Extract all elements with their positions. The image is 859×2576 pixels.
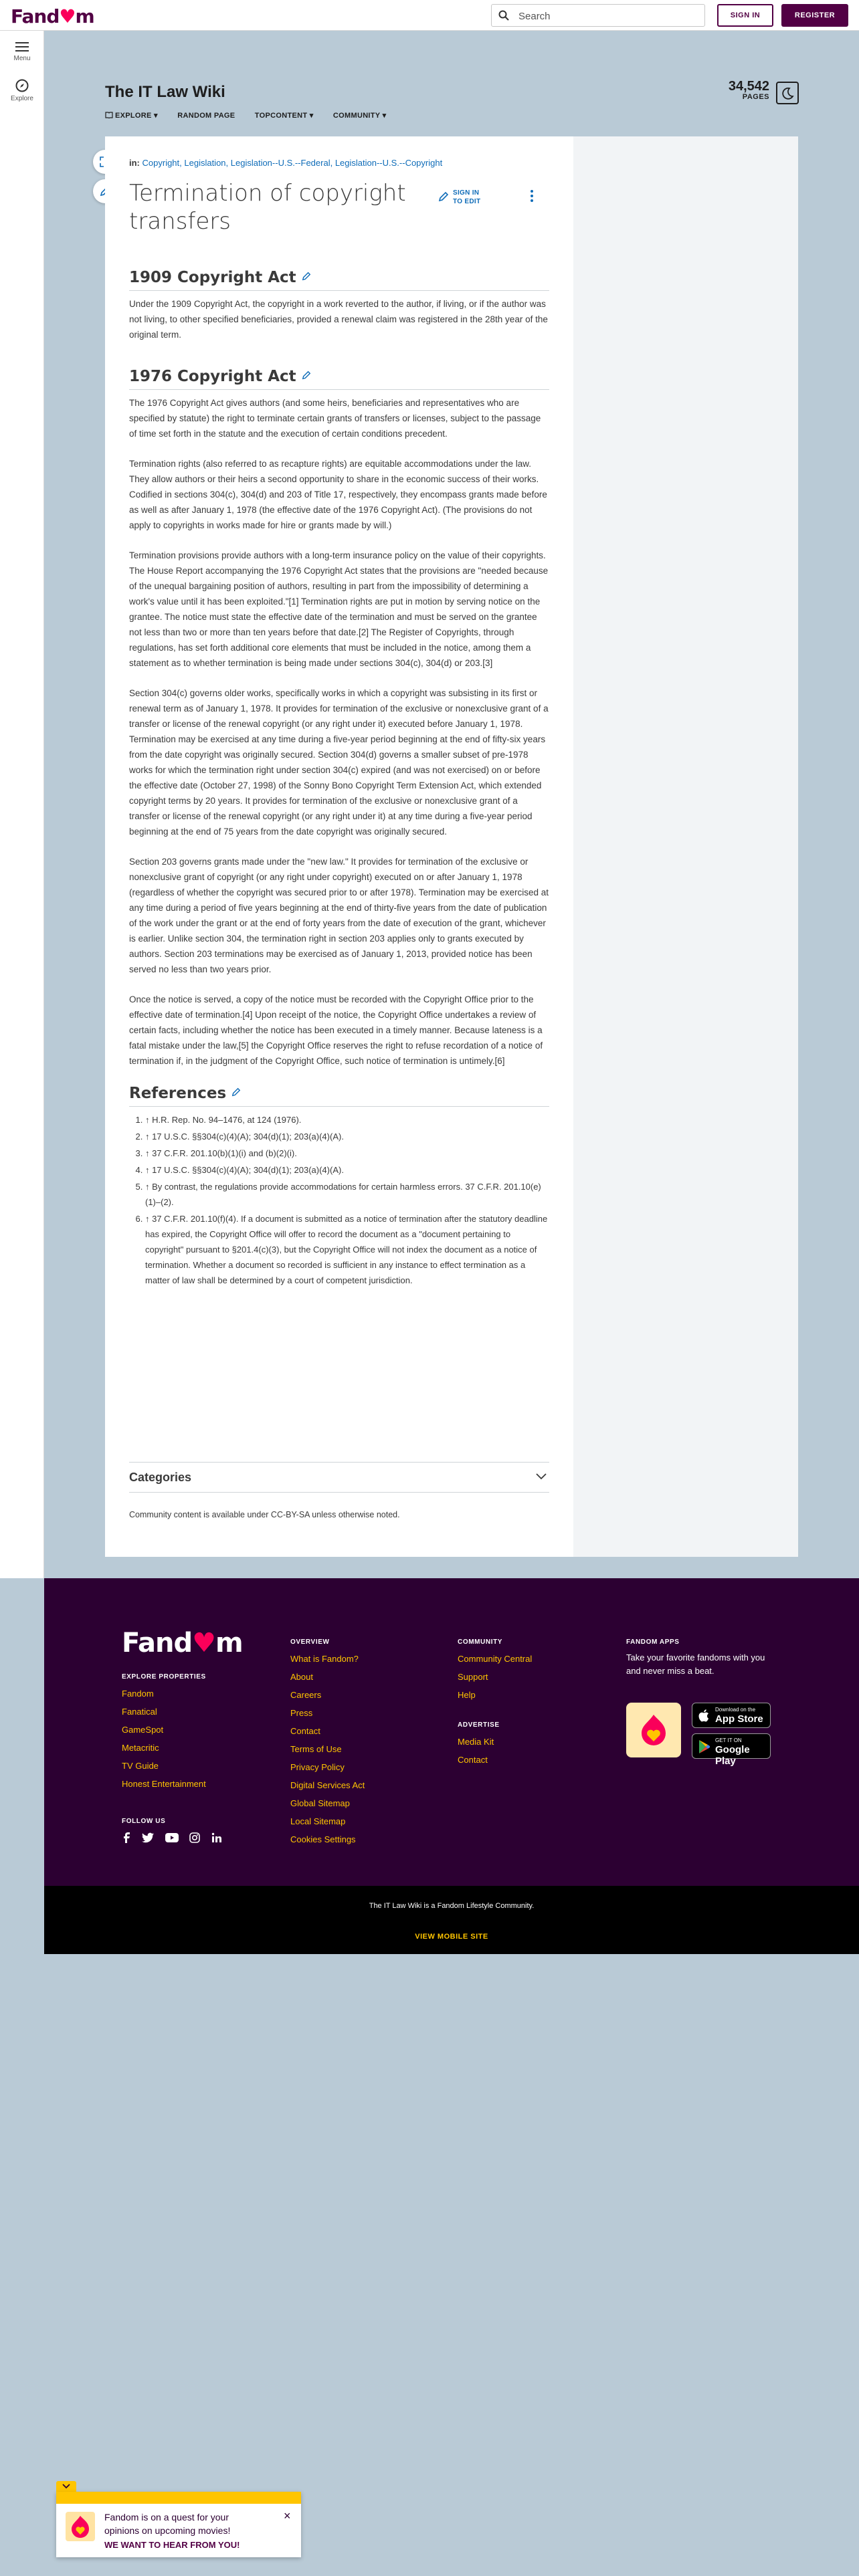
edit-section-icon[interactable] — [231, 1087, 241, 1097]
social-links — [122, 1832, 230, 1846]
categories-label: Categories — [129, 1471, 192, 1484]
footer-link[interactable]: Privacy Policy — [290, 1762, 345, 1772]
google-play-icon — [698, 1739, 711, 1754]
moon-icon — [777, 83, 797, 103]
footer-link[interactable]: About — [290, 1672, 313, 1682]
survey-cta-link[interactable]: WE WANT TO HEAR FROM YOU! — [104, 2540, 240, 2550]
footer-link[interactable]: Local Sitemap — [290, 1816, 346, 1826]
section-heading-1909: 1909 Copyright Act — [129, 267, 549, 291]
paragraph: Termination provisions provide authors with a long-term insurance policy on the value of their copyrights. The House Report accompanying the 1976 Copyright Act states that the provisions are "needed because of the unequal bargaining position of authors, resulting in part from the impossibility of determining a work's value until it has been exploited."[1] Termination rights are put in motion by serving notice on the grantee. The notice must state the effective date of the termination and must be served on the grantee not less than two or more than ten years before that date.[2] The Register of Copyrights, through regulations, has set forth additional core elements that must be included in the notice, among them a statement as to whether termination is being made under sections 304(c), 304(d) or 203.[3] — [129, 550, 549, 668]
section-heading-references: References — [129, 1083, 549, 1107]
wiki-navigation — [105, 111, 403, 120]
explore-button[interactable] — [0, 79, 44, 102]
footer-link[interactable]: Contact — [458, 1755, 488, 1765]
footer-link[interactable]: Global Sitemap — [290, 1798, 350, 1808]
paragraph: Termination rights (also referred to as recapture rights) are equitable accommodations under the law. They allow authors or their heirs a second opportunity to share in the economic success of their works. Codified in sections 304(c), 304(d) and 203 of Title 17, respectively, they encompass grants made before as well as after January 1, 1978 (the effective date of the 1976 Copyright Act). (The provisions do not apply to copyrights in works made for hire or grants made by will.) — [129, 459, 547, 530]
pages-label: PAGES — [742, 93, 769, 101]
footer-link[interactable]: TV Guide — [122, 1761, 159, 1771]
compass-icon — [15, 79, 29, 92]
footer-link[interactable]: Help — [458, 1690, 476, 1700]
close-icon[interactable]: × — [284, 2509, 291, 2523]
reference-item: 4. ↑ 17 U.S.C. §§304(c)(4)(A); 304(d)(1); 203(a)(4)(A). — [145, 1162, 549, 1178]
footer-link[interactable]: Fanatical — [122, 1707, 157, 1717]
fandom-logo[interactable]: Fand♥m — [11, 5, 94, 27]
page-counter — [723, 79, 769, 101]
more-options-icon[interactable] — [531, 190, 533, 204]
license-notice: Community content is available under CC-BY-SA unless otherwise noted. — [129, 1510, 400, 1519]
breadcrumb — [129, 158, 442, 168]
footer-link[interactable]: Press — [290, 1708, 313, 1718]
twitter-icon[interactable] — [142, 1832, 154, 1843]
reference-item: 5. ↑ By contrast, the regulations provide accommodations for certain harmless errors. 37 C.F.R. 201.10(e)(1)–(2). — [145, 1179, 549, 1210]
youtube-icon[interactable] — [165, 1832, 179, 1843]
global-footer — [44, 1578, 859, 1886]
sign-in-to-edit-button[interactable] — [453, 189, 480, 206]
category-links[interactable]: Copyright, Legislation, Legislation--U.S.--Federal, Legislation--U.S.--Copyright — [142, 158, 443, 168]
footer-link[interactable]: Honest Entertainment — [122, 1779, 206, 1789]
menu-label: Menu — [13, 55, 31, 62]
footer-link[interactable]: Fandom — [122, 1689, 154, 1699]
footer-link[interactable]: Media Kit — [458, 1737, 494, 1747]
flame-heart-icon — [66, 2512, 95, 2541]
flame-heart-icon — [638, 1712, 670, 1747]
register-button[interactable]: REGISTER — [781, 4, 848, 27]
footer-link[interactable]: GameSpot — [122, 1725, 164, 1735]
search-placeholder: Search — [518, 11, 551, 22]
advertise-heading: ADVERTISE — [458, 1721, 500, 1729]
theme-toggle-button[interactable] — [776, 82, 799, 104]
footer-link[interactable]: What is Fandom? — [290, 1654, 359, 1664]
search-icon — [498, 10, 509, 21]
references-list — [145, 1112, 549, 1288]
footer-link[interactable]: Digital Services Act — [290, 1780, 365, 1790]
edit-section-icon[interactable] — [302, 370, 311, 380]
fandom-app-icon[interactable] — [626, 1703, 681, 1757]
global-navigation — [0, 0, 859, 31]
popup-collapse-tab[interactable] — [56, 2481, 76, 2492]
menu-button[interactable] — [0, 41, 44, 62]
footer-link[interactable]: Metacritic — [122, 1743, 159, 1753]
fandom-apps-heading: FANDOM APPS — [626, 1638, 680, 1646]
survey-illustration — [66, 2512, 95, 2541]
sign-in-button[interactable]: SIGN IN — [717, 4, 773, 27]
chevron-down-icon — [62, 2484, 70, 2489]
paragraph: The 1976 Copyright Act gives authors (and some heirs, beneficiaries and representatives who are specified by statute) the right to terminate certain grants of transfers or licenses, subject to the passage of time set forth in the statute and the execution of certain conditions precedent. — [129, 398, 541, 439]
footer-link[interactable]: Community Central — [458, 1654, 533, 1664]
book-icon — [105, 112, 113, 118]
page-title: Termination of copyright transfers — [129, 180, 406, 235]
view-mobile-site-link[interactable]: VIEW MOBILE SITE — [415, 1933, 488, 1941]
follow-us-heading: FOLLOW US — [122, 1818, 166, 1825]
pencil-icon — [438, 191, 449, 202]
to-edit-label: TO EDIT — [453, 198, 481, 205]
google-play-button[interactable] — [692, 1733, 771, 1767]
paragraph: Section 304(c) governs older works, specifically works in which a copyright was subsisting in its first or renewal term as of January 1, 1978. It provides for termination of the exclusive or nonexclusive grant of a transfer or license of the renewal copyright (or any right under it) executed before January 1, 1978. Termination may be exercised at any time during a five-year period beginning at the end of fifty-six years from the date copyright was originally secured. Section 304(d) governs a smaller subset of pre-1978 works for which the termination right under section 304(c) expired (and was not exercised) on or before the effective date (October 27, 1998) of the Sonny Bono Copyright Term Extension Act, which extended copyright terms by 20 years. It provides for termination of the exclusive or nonexclusive grant of a transfer or license of the renewal copyright (or any right under it) at any time during a five-year period beginning at the end of 75 years from the date copyright was originally secured. — [129, 688, 549, 837]
footer-link[interactable]: Support — [458, 1672, 488, 1682]
survey-popup — [56, 2492, 301, 2557]
reference-item: 3. ↑ 37 C.F.R. 201.10(b)(1)(i) and (b)(2)(i). — [145, 1146, 549, 1161]
facebook-icon[interactable] — [122, 1832, 131, 1843]
breadcrumb-prefix: in: — [129, 158, 140, 168]
chevron-down-icon — [536, 1473, 547, 1480]
community-notice: The IT Law Wiki is a Fandom Lifestyle Community. — [369, 1902, 535, 1910]
right-rail — [573, 136, 798, 1557]
nav-explore[interactable]: EXPLORE ▾ — [105, 112, 158, 120]
sign-in-label: SIGN IN — [453, 189, 480, 197]
footer-link[interactable]: Terms of Use — [290, 1744, 342, 1754]
paragraph: Once the notice is served, a copy of the notice must be recorded with the Copyright Office prior to the effective date of termination.[4] Upon receipt of the notice, the Copyright Office undertakes a review of certain facts, including whether the notice has been executed in a timely manner. Because lateness is a fatal mistake under the law,[5] the Copyright Office reserves the right to refuse recordation of a notice of termination if, in the judgment of the Copyright Office, such notice of termination is untimely.[6] — [129, 994, 543, 1066]
nav-topcontent[interactable]: TOPCONTENT ▾ — [254, 112, 314, 120]
reference-item: 6. ↑ 37 C.F.R. 201.10(f)(4). If a document is submitted as a notice of termination after the statutory deadline has expired, the Copyright Office will offer to record the document as a "document pertaining to copyright" pursuant to §201.4(c)(3), but the Copyright Office will not index the document as a notice of termination. Whether a document so recorded is sufficient in any instance to effect termination as a matter of law shall be determined by a court of competent jurisdiction. — [145, 1211, 549, 1288]
section-heading-1976: 1976 Copyright Act — [129, 366, 549, 390]
categories-toggle[interactable] — [129, 1462, 549, 1493]
instagram-icon[interactable] — [189, 1832, 200, 1843]
app-store-button[interactable] — [692, 1703, 771, 1728]
footer-link[interactable]: Contact — [290, 1726, 320, 1736]
article-content — [129, 267, 549, 1303]
apple-icon — [698, 1709, 711, 1723]
left-rail — [0, 31, 44, 1578]
reference-item: 2. ↑ 17 U.S.C. §§304(c)(4)(A); 304(d)(1); 203(a)(4)(A). — [145, 1129, 549, 1144]
linkedin-icon[interactable] — [211, 1832, 222, 1843]
community-heading: COMMUNITY — [458, 1638, 503, 1646]
google-play-small-label: GET IT ON — [715, 1737, 742, 1743]
menu-icon — [15, 41, 29, 52]
apps-description: Take your favorite fandoms with you and never miss a beat. — [626, 1652, 765, 1676]
explore-label: Explore — [11, 95, 33, 102]
paragraph: Section 203 governs grants made under the "new law." It provides for termination of the exclusive or nonexclusive grant of copyright (or any right under copyright) executed on or after January 1, 1978 (regardless of whether the copyright was secured prior to or after 1978). Termination may be exercised at any time during a period of five years beginning at the end of thirty-five years from the date of publication of the work under the grant or at the end of forty years from the date of execution of the grant, whichever is earlier. Unlike section 304, the termination right in section 203 applies only to grants executed by authors. Section 203 terminations may be exercised as of January 1, 2013, provided notice has been served no less than two years prior. — [129, 857, 549, 974]
wiki-title[interactable]: The IT Law Wiki — [105, 83, 225, 101]
article-card — [105, 136, 573, 1557]
overview-heading: OVERVIEW — [290, 1638, 330, 1646]
survey-text: Fandom is on a quest for your opinions on upcoming movies! — [104, 2512, 231, 2536]
explore-properties-heading: EXPLORE PROPERTIES — [122, 1673, 206, 1681]
app-store-small-label: Download on the — [715, 1707, 756, 1713]
nav-community[interactable]: COMMUNITY ▾ — [332, 112, 387, 120]
nav-random-page[interactable]: RANDOM PAGE — [177, 112, 235, 120]
fandom-footer-logo[interactable]: Fand♥m — [122, 1628, 243, 1658]
footer-link[interactable]: Careers — [290, 1690, 322, 1700]
footer-link[interactable]: Cookies Settings — [290, 1834, 356, 1844]
paragraph: Under the 1909 Copyright Act, the copyright in a work reverted to the author, if living, or if the author was not living, to other specified beneficiaries, provided a renewal claim was registered in the 28th year of the original term. — [129, 299, 548, 340]
google-play-label: Google Play — [715, 1744, 750, 1767]
search-box[interactable] — [491, 4, 705, 27]
app-store-label: App Store — [715, 1713, 763, 1725]
page-count: 34,542 — [728, 79, 769, 94]
edit-section-icon[interactable] — [302, 272, 311, 281]
reference-item: 1. ↑ H.R. Rep. No. 94–1476, at 124 (1976). — [145, 1112, 549, 1128]
footer-bottom-bar — [44, 1886, 859, 1954]
